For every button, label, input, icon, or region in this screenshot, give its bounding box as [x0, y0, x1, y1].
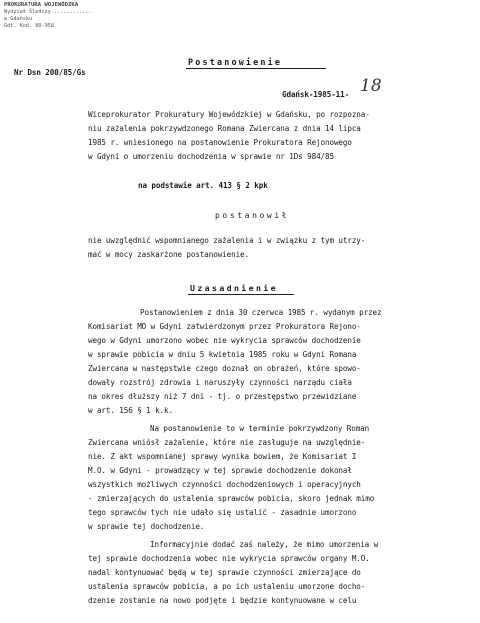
justification-line: wego w Gdyni umorzono wobec nie wykrycia sprawców dochodzenie	[88, 336, 361, 345]
intro-line: niu zażalenia pokrzywdzonego Romana Zwiercana z dnia 14 lipca	[88, 124, 361, 133]
legal-basis: na podstawie art. 413 § 2 kpk	[138, 181, 268, 190]
case-reference: Nr Dsn 200/85/Gs	[14, 68, 86, 77]
justification-line: tej sprawie dochodzenia wobec nie wykrycia sprawców organy M.O.	[88, 554, 370, 563]
justification-line: nadal kontynuować będą w tej sprawie czynności zmierzające do	[88, 568, 361, 577]
justification-line: - zmierzających do ustalenia sprawców pobicia, skoro jednak mimo	[88, 494, 375, 503]
justification-line: Postanowieniem z dnia 30 czerwca 1985 r. wydanym przez	[140, 308, 382, 317]
intro-line: 1985 r. wniesionego na postanowienie Prokuratora Rejonowego	[88, 138, 352, 147]
title-underline	[186, 68, 326, 69]
justification-line: w sprawie pobicia w dniu 5 kwietnia 1985 roku w Gdyni Romana	[88, 350, 357, 359]
stamp-line: PROKURATURA WOJEWÓDZKA	[4, 2, 79, 8]
justification-line: ustalenia sprawców pobicia, a po ich ustaleniu umorzone docho-	[88, 582, 366, 591]
stamp-line: w Gdańsku	[4, 16, 33, 22]
decision-line: mać w mocy zaskarżone postanowienie.	[88, 250, 249, 259]
place-and-date: Gdańsk-1985-11-	[282, 90, 350, 99]
justification-line: dzenie zostanie na nowo podjęte i będzie kontynuowane w celu	[88, 596, 357, 605]
intro-line: w Gdyni o umorzeniu dochodzenia w sprawie nr 1Ds 984/85	[88, 152, 334, 161]
justification-line: na okres dłuższy niż 7 dni - tj. o przestępstwo przewidziane	[88, 392, 357, 401]
justification-line: dowały rozstrój zdrowia i naruszyły czynności narządu ciała	[88, 378, 352, 387]
justification-line: Komisariat MO w Gdyni zatwierdzonym przez Prokuratora Rejono-	[88, 322, 361, 331]
justification-line: nie. Z akt wspomnianej sprawy wynika bowiem, że Komisariat I	[88, 452, 357, 461]
justification-heading: Uzasadnienie	[190, 283, 278, 293]
justification-line: Zwiercana w następstwie czego doznał on obrażeń, które spowo-	[88, 364, 361, 373]
stamp-line: Wydział Śledczy ............	[4, 9, 92, 15]
heading-underline	[188, 294, 294, 295]
intro-line: Wiceprokurator Prokuratury Wojewódzkiej w Gdańsku, po rozpozna-	[88, 110, 370, 119]
document-title: Postanowienie	[188, 57, 283, 67]
handwritten-mark: 18	[360, 76, 382, 96]
justification-line: Informacyjnie dodać zaś należy, że mimo umorzenia w	[150, 540, 379, 549]
justification-line: w art. 156 § 1 k.k.	[88, 406, 173, 415]
stamp-line: Gdt. Kod. 80-958	[4, 23, 54, 29]
decision-heading: postanowił	[215, 211, 290, 220]
justification-line: tego sprawców tych nie udało się ustalić - zasadnie umorzono	[88, 508, 357, 517]
justification-line: Na postanowienie to w terminie pokrzywdzony Roman	[150, 424, 370, 433]
decision-line: nie uwzględnić wspomnianego zażalenia i w związku z tym utrzy-	[88, 236, 366, 245]
office-stamp	[4, 2, 122, 54]
justification-line: wszystkich możliwych czynności dochodzeniowych i operacyjnych	[88, 480, 361, 489]
justification-line: w sprawie tej dochodzenie.	[88, 522, 205, 531]
justification-line: Zwiercana wniósł zażalenie, które nie zasługuje na uwzględnie-	[88, 438, 366, 447]
justification-line: M.O. w Gdyni - prowadzący w tej sprawie dochodzenie dokonał	[88, 466, 352, 475]
